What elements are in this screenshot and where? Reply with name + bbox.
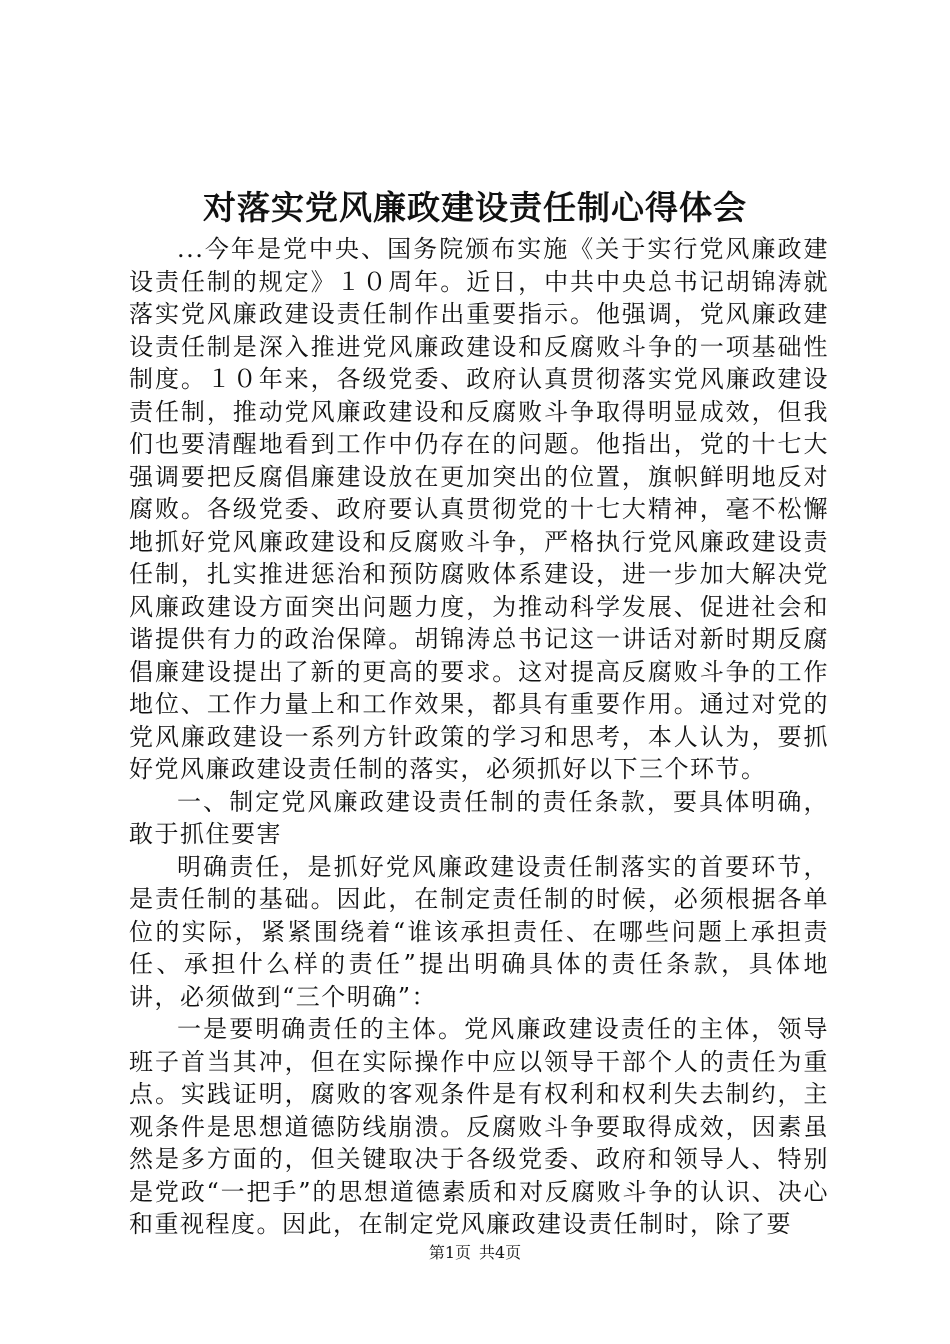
body-paragraph: 一是要明确责任的主体。党风廉政建设责任的主体，领导班子首当其冲，但在实际操作中应以领导干部个人的责任为重点。实践证明，腐败的客观条件是有权利和权利失去制约，主观条件是思想道德防线崩溃。反腐败斗争要取得成效，因素虽然是多方面的，但关键取决于各级党委、政府和领导人、特别是党政“一把手”的思想道德素质和对反腐败斗争的认识、决心和重视程度。因此，在制定党风廉政建设责任制时，除了要 xyxy=(129,1015,829,1238)
page-total: 共4页 xyxy=(479,1243,522,1262)
page-number: 第1页 xyxy=(428,1243,471,1262)
section-heading: 一、制定党风廉政建设责任制的责任条款，要具体明确，敢于抓住要害 xyxy=(129,787,829,848)
page-footer xyxy=(0,1243,950,1263)
body-paragraph: ...今年是党中央、国务院颁布实施《关于实行党风廉政建设责任制的规定》１０周年。近日，中共中央总书记胡锦涛就落实党风廉政建设责任制作出重要指示。他强调，党风廉政建设责任制是深入推进党风廉政建设和反腐败斗争的一项基础性制度。１０年来，各级党委、政府认真贯彻落实党风廉政建设责任制，推动党风廉政建设和反腐败斗争取得明显成效，但我们也要清醒地看到工作中仍存在的问题。他指出，党的十七大强调要把反腐倡廉建设放在更加突出的位置，旗帜鲜明地反对腐败。各级党委、政府要认真贯彻党的十七大精神，毫不松懈地抓好党风廉政建设和反腐败斗争，严格执行党风廉政建设责任制，扎实推进惩治和预防腐败体系建设，进一步加大解决党风廉政建设方面突出问题力度，为推动科学发展、促进社会和谐提供有力的政治保障。胡锦涛总书记这一讲话对新时期反腐倡廉建设提出了新的更高的要求。这对提高反腐败斗争的工作地位、工作力量上和工作效果，都具有重要作用。通过对党的党风廉政建设一系列方针政策的学习和思考，本人认为，要抓好党风廉政建设责任制的落实，必须抓好以下三个环节。 xyxy=(129,235,829,783)
document-body xyxy=(129,233,829,1241)
document-title: 对落实党风廉政建设责任制心得体会 xyxy=(203,188,747,227)
body-paragraph: 明确责任，是抓好党风廉政建设责任制落实的首要环节，是责任制的基础。因此，在制定责任制的时候，必须根据各单位的实际，紧紧围绕着“谁该承担责任、在哪些问题上承担责任、承担什么样的责任”提出明确具体的责任条款，具体地讲，必须做到“三个明确”： xyxy=(129,852,829,1011)
